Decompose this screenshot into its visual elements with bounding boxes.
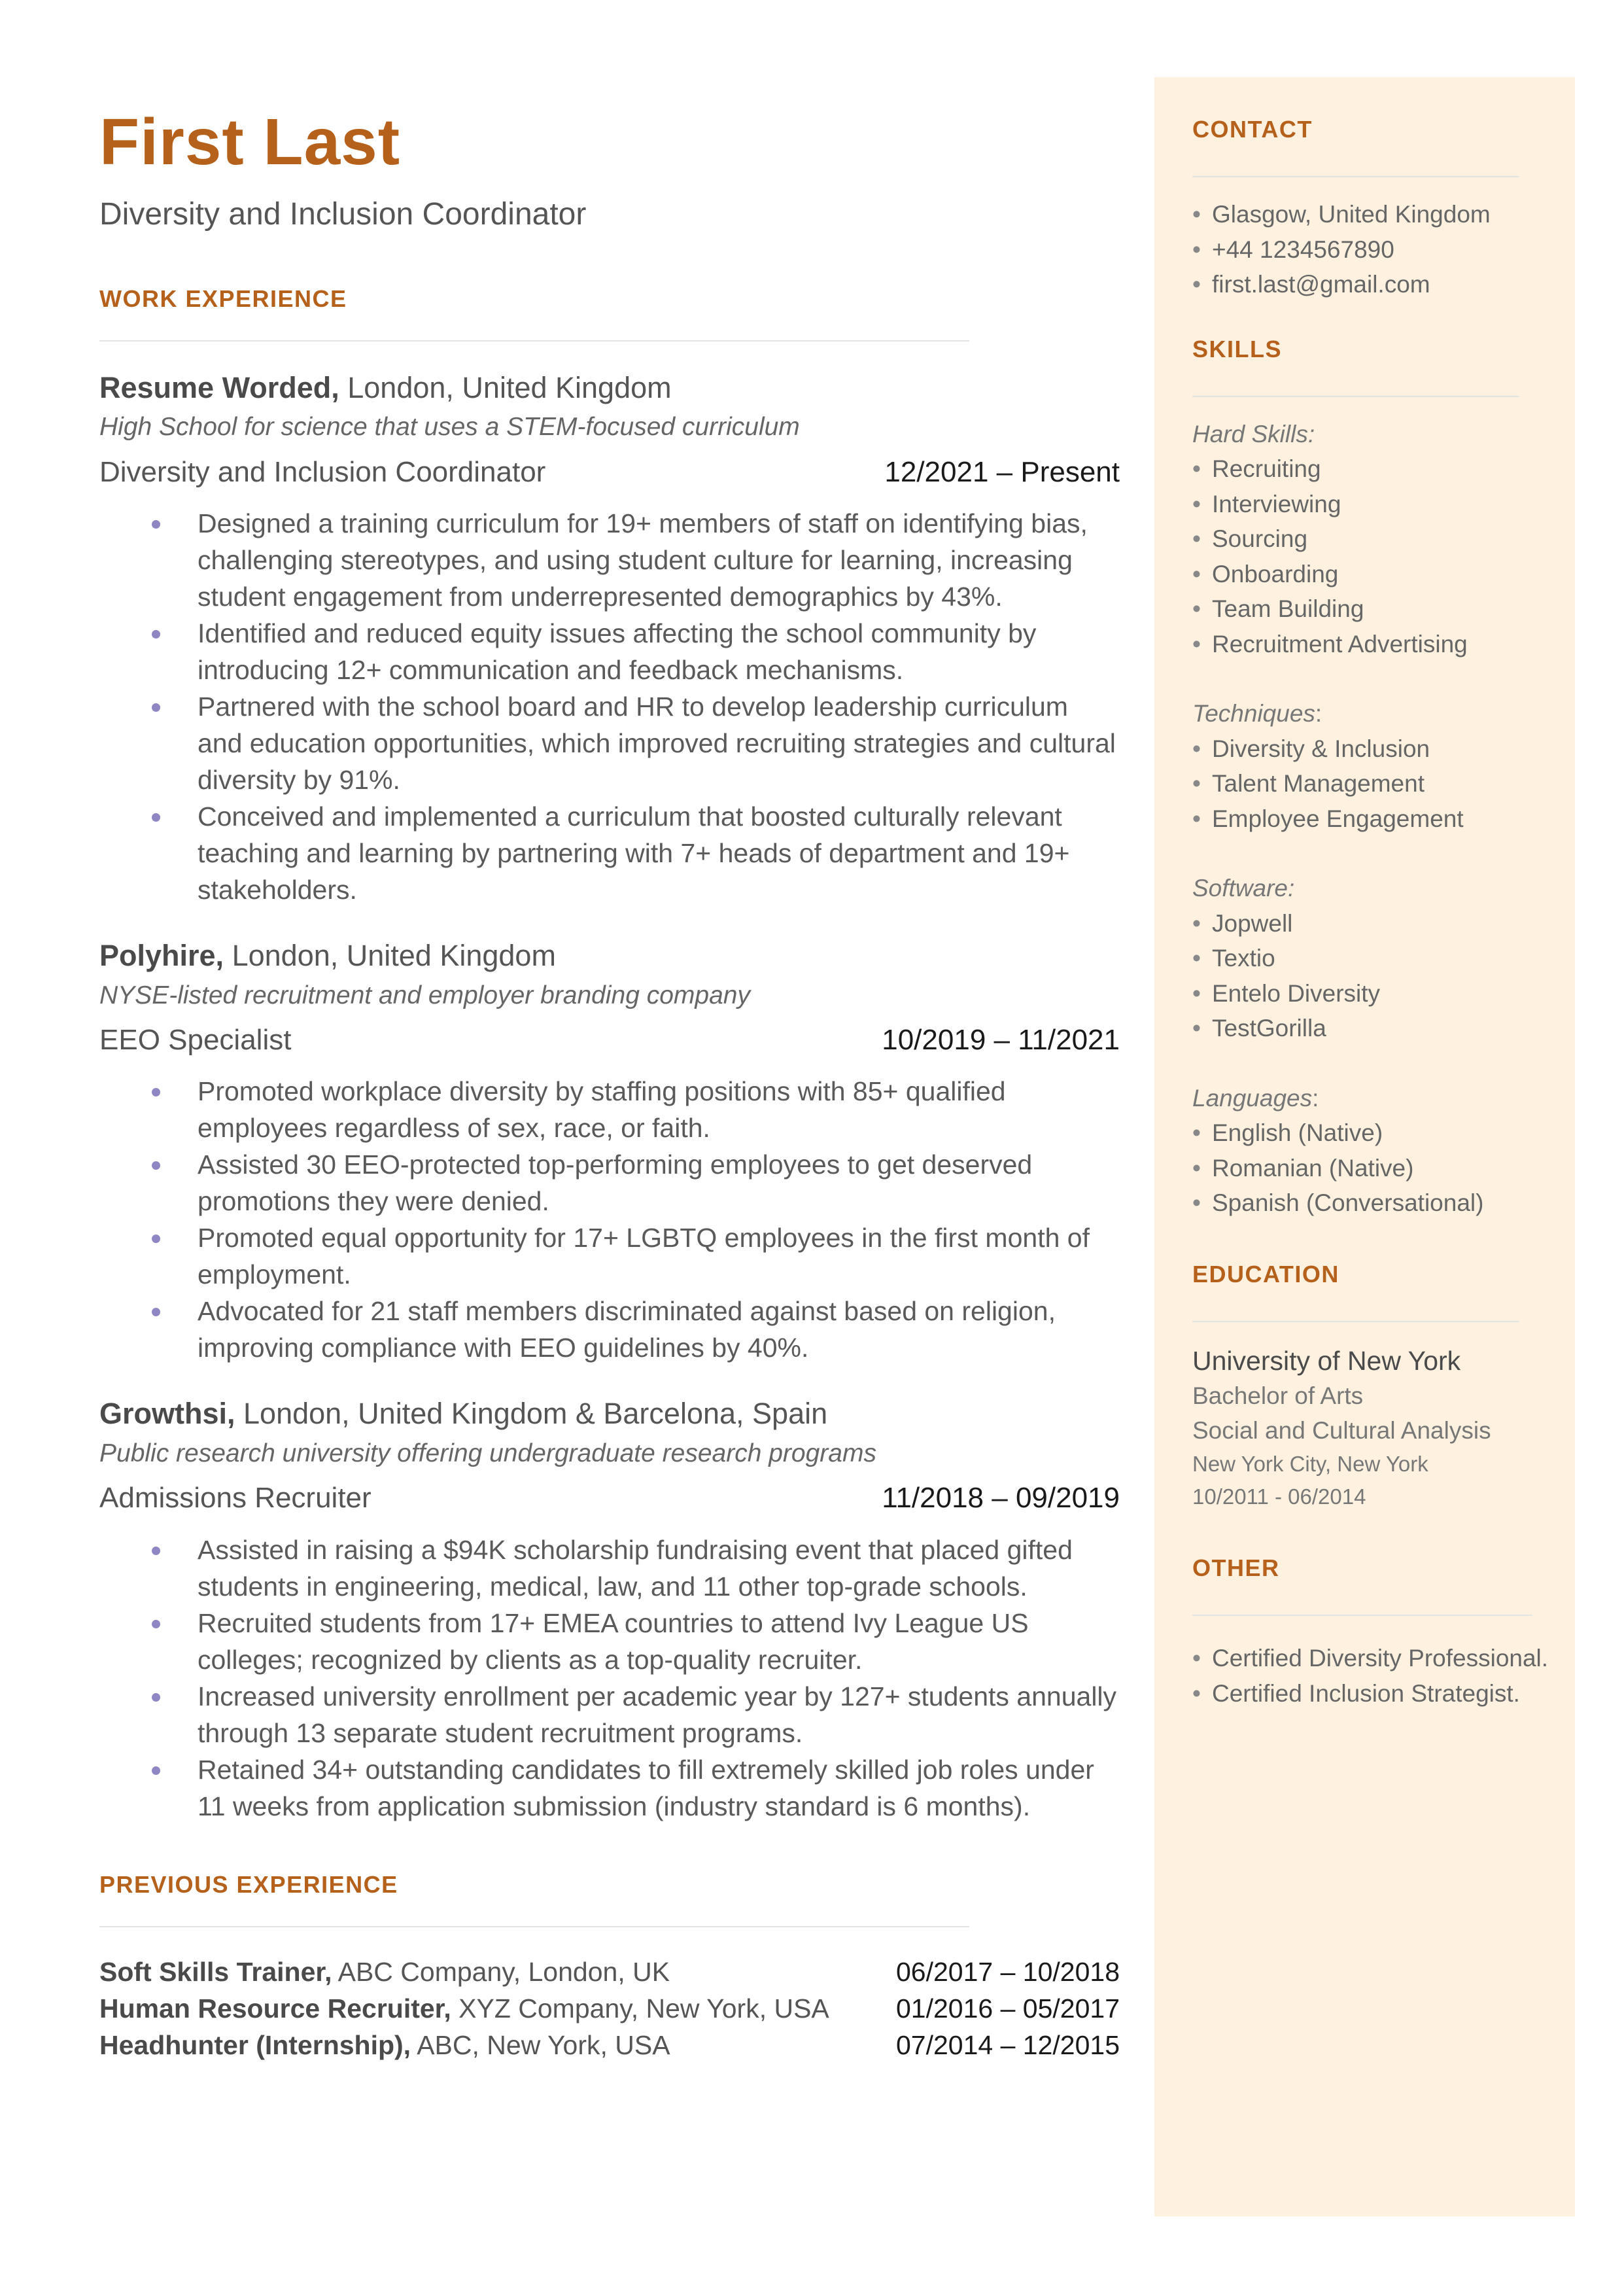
sidebar [1154,77,1575,2216]
skill-item: • Diversity & Inclusion [1192,735,1430,762]
section-divider [1192,396,1519,397]
skill-item: • Talent Management [1192,770,1425,797]
skill-item: • Team Building [1192,595,1364,623]
company-line [99,937,1120,975]
techniques-label: Techniques: [1192,700,1322,727]
achievement-item: Promoted equal opportunity for 17+ LGBTQ employees in the first month of employment. [99,1219,1120,1293]
achievement-item: Promoted workplace diversity by staffing positions with 85+ qualified employees regardless of sex, race, or faith. [99,1073,1120,1146]
section-divider [1192,176,1519,177]
previous-role-company: ABC, New York, USA [411,2029,670,2060]
main-column [99,105,1120,2063]
candidate-name: First Last [99,105,401,179]
skill-item: • Recruiting [1192,455,1321,483]
company-description: NYSE-listed recruitment and employer branding company [99,981,750,1009]
techniques-list [1192,731,1559,837]
achievement-item: Advocated for 21 staff members discriminated against based on religion, improving compliance with EEO guidelines by 40%. [99,1293,1120,1366]
other-heading: OTHER [1192,1554,1280,1582]
company-location: London, United Kingdom & Barcelona, Spain [235,1397,828,1431]
role-row [99,453,1120,491]
previous-role-company: XYZ Company, New York, USA [451,1993,829,2023]
previous-role-title: Soft Skills Trainer, [99,1956,332,1987]
achievement-item: Assisted in raising a $94K scholarship fundraising event that placed gifted students in engineering, medical, law, and 11 other top-grade schools. [99,1532,1120,1605]
language-item: • Romanian (Native) [1192,1154,1414,1182]
role-title: Admissions Recruiter [99,1482,371,1515]
education-heading: EDUCATION [1192,1260,1339,1288]
company-name: Polyhire, [99,939,224,973]
work-experience-heading: WORK EXPERIENCE [99,285,347,312]
previous-role [99,1990,1120,2027]
achievement-list [99,1073,1120,1366]
skill-item: • Onboarding [1192,560,1339,587]
previous-role-dates: 06/2017 – 10/2018 [896,1956,1120,1987]
company-name: Growthsi, [99,1397,235,1431]
skill-item: • Interviewing [1192,490,1341,517]
education-school: University of New York [1192,1346,1461,1376]
hard-skills-list [1192,451,1559,661]
job-entry [99,937,1120,1366]
previous-role-company: ABC Company, London, UK [332,1956,670,1987]
education-entry [1192,1343,1559,1513]
job-entry [99,369,1120,908]
role-dates: 11/2018 – 09/2019 [882,1482,1120,1515]
skill-item: • Sourcing [1192,525,1308,553]
language-item: • English (Native) [1192,1119,1383,1147]
company-location: London, United Kingdom [224,939,556,973]
achievement-list [99,505,1120,908]
section-divider [99,1926,969,1927]
skill-item: • Entelo Diversity [1192,979,1381,1007]
candidate-title: Diversity and Inclusion Coordinator [99,197,587,232]
achievement-item: Designed a training curriculum for 19+ members of staff on identifying bias, challenging stereotypes, and using student culture for learning, increasing student engagement from underrepresented demographics by 43%. [99,505,1120,615]
company-description: High School for science that uses a STEM-focused curriculum [99,413,800,442]
achievement-item: Partnered with the school board and HR to develop leadership curriculum and education opportunities, which improved recruiting strategies and cultural diversity by 91%. [99,688,1120,798]
education-field: Social and Cultural Analysis [1192,1417,1491,1445]
section-divider [99,340,969,342]
achievement-item: Conceived and implemented a curriculum that boosted culturally relevant teaching and learning by partnering with 7+ heads of department and 19+ stakeholders. [99,798,1120,908]
education-location: New York City, New York [1192,1452,1428,1477]
hard-skills-label: Hard Skills: [1192,420,1315,447]
company-line [99,369,1120,408]
role-dates: 10/2019 – 11/2021 [882,1024,1120,1057]
skill-item: • Textio [1192,945,1275,972]
previous-experience-heading: PREVIOUS EXPERIENCE [99,1870,398,1898]
previous-experience-list [99,1953,1120,2063]
role-title: Diversity and Inclusion Coordinator [99,455,546,488]
achievement-list [99,1532,1120,1825]
company-name: Resume Worded, [99,370,339,404]
achievement-item: Assisted 30 EEO-protected top-performing employees to get deserved promotions they were denied. [99,1146,1120,1219]
previous-role-dates: 07/2014 – 12/2015 [896,2029,1120,2060]
sidebar-content [1192,115,1559,1711]
skill-item: • Jopwell [1192,909,1293,937]
previous-role-dates: 01/2016 – 05/2017 [896,1993,1120,2023]
skill-item: • Recruitment Advertising [1192,630,1468,657]
role-row [99,1479,1120,1516]
company-location: London, United Kingdom [339,370,672,404]
role-dates: 12/2021 – Present [884,455,1120,488]
education-dates: 10/2011 - 06/2014 [1192,1484,1366,1509]
achievement-item: Recruited students from 17+ EMEA countries to attend Ivy League US colleges; recognized by clients as a top-quality recruiter. [99,1605,1120,1678]
contact-location: • Glasgow, United Kingdom [1192,201,1491,228]
skill-item: • TestGorilla [1192,1015,1326,1042]
languages-label: Languages: [1192,1084,1319,1112]
software-list [1192,906,1559,1046]
company-line [99,1395,1120,1433]
job-entry [99,1395,1120,1824]
role-title: EEO Specialist [99,1024,292,1057]
previous-role-title: Human Resource Recruiter, [99,1993,451,2023]
languages-list [1192,1115,1559,1221]
skills-heading: SKILLS [1192,335,1283,362]
contact-heading: CONTACT [1192,116,1313,143]
skill-item: • Employee Engagement [1192,805,1464,832]
role-row [99,1021,1120,1059]
other-list [1192,1641,1559,1711]
achievement-item: Identified and reduced equity issues affecting the school community by introducing 12+ communication and feedback mechanisms. [99,615,1120,688]
certification-item: • Certified Inclusion Strategist. [1192,1679,1520,1707]
achievement-item: Retained 34+ outstanding candidates to fill extremely skilled job roles under 11 weeks from application submission (industry standard is 6 months). [99,1751,1120,1825]
previous-role [99,1953,1120,1990]
previous-role-title: Headhunter (Internship), [99,2029,411,2060]
contact-email: • first.last@gmail.com [1192,271,1430,298]
achievement-item: Increased university enrollment per academic year by 127+ students annually through 13 separate student recruitment programs. [99,1678,1120,1751]
section-divider [1192,1321,1519,1322]
education-degree: Bachelor of Arts [1192,1382,1364,1410]
language-item: • Spanish (Conversational) [1192,1189,1484,1217]
software-label: Software: [1192,875,1295,902]
company-description: Public research university offering undergraduate research programs [99,1439,876,1467]
contact-list [1192,197,1559,302]
section-divider [1192,1615,1532,1616]
certification-item: • Certified Diversity Professional. [1192,1645,1549,1672]
previous-role [99,2027,1120,2063]
contact-phone: • +44 1234567890 [1192,236,1394,263]
